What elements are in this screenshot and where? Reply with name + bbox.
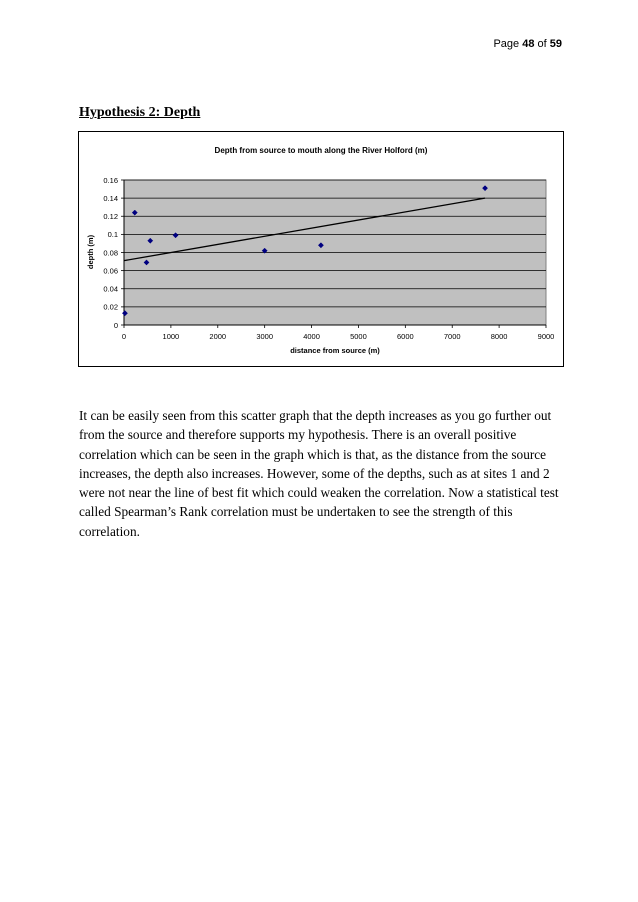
y-tick-label: 0.04 [103, 284, 118, 294]
page-prefix: Page [493, 38, 523, 50]
page-current: 48 [522, 38, 535, 50]
page-total: 59 [549, 38, 562, 50]
x-tick-label: 4000 [303, 332, 320, 341]
y-tick-label: 0 [113, 320, 118, 330]
y-tick-label: 0.14 [103, 193, 118, 203]
x-tick-label: 8000 [490, 332, 508, 341]
y-tick-label: 0.06 [103, 266, 118, 276]
y-tick-label: 0.12 [103, 212, 118, 222]
x-tick-label: 3000 [256, 332, 274, 341]
x-tick-label: 6000 [396, 332, 414, 341]
x-tick-label: 2000 [209, 332, 227, 341]
y-axis-label: depth (m) [86, 234, 95, 270]
body-paragraph: It can be easily seen from this scatter graph that the depth increases as you go further out from the source and therefore supports my hypothesis. There is an overall positive correlation which can be seen in the graph which is that, as the distance from the source increases, the depth also increases. However, some of the depths, such as at sites 1 and 2 were not near the line of best fit which could weaken the correlation. Now a statistical test called Spearman’s Rank correlation must be undertaken to see the strength of this correlation. [79, 408, 559, 539]
chart-title: Depth from source to mouth along the River Holford (m) [214, 146, 428, 155]
x-axis-label: distance from source (m) [290, 346, 380, 355]
y-tick-label: 0.08 [103, 248, 118, 258]
chart-svg [79, 132, 563, 366]
x-tick-label: 1000 [162, 332, 180, 341]
x-tick-label: 9000 [537, 332, 555, 341]
page-number [493, 38, 562, 50]
y-tick-label: 0.16 [103, 175, 118, 185]
plot-area [103, 176, 554, 341]
x-tick-label: 7000 [443, 332, 461, 341]
section-heading: Hypothesis 2: Depth [79, 105, 201, 120]
y-tick-label: 0.02 [103, 302, 118, 312]
y-tick-label: 0.1 [107, 230, 118, 240]
x-tick-label: 0 [121, 332, 127, 341]
scatter-chart [78, 131, 564, 367]
x-tick-label: 5000 [350, 332, 367, 341]
page-of: of [534, 38, 550, 50]
